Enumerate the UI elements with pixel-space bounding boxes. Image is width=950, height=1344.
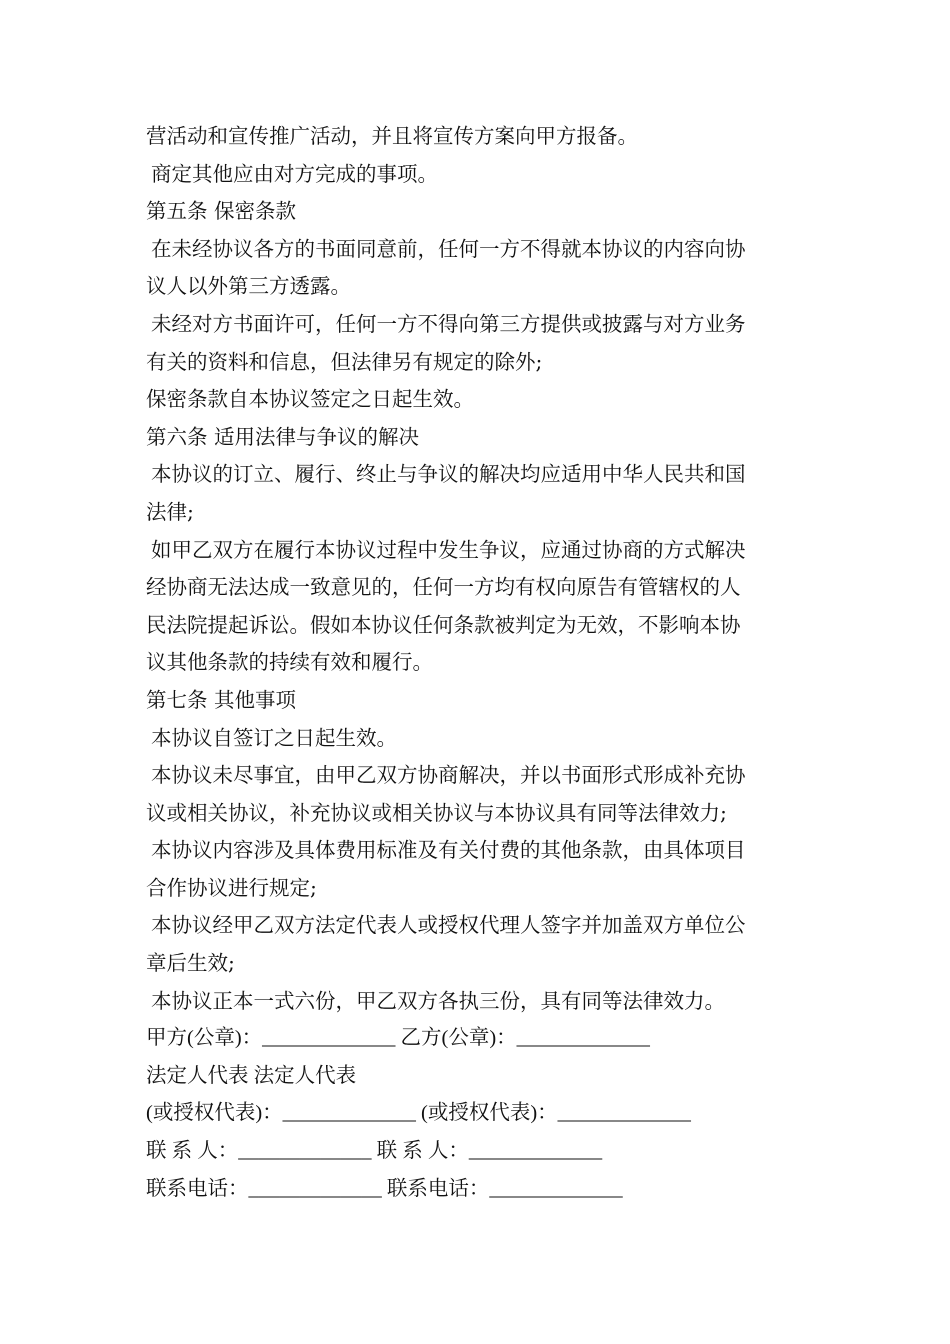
paragraph-line: 本协议的订立、履行、终止与争议的解决均应适用中华人民共和国 (151, 462, 746, 487)
section-heading: 第七条 其他事项 (146, 687, 297, 712)
paragraph-line: 在未经协议各方的书面同意前，任何一方不得就本协议的内容向协 (151, 236, 746, 261)
paragraph-line: 民法院提起诉讼。假如本协议任何条款被判定为无效，不影响本协 (146, 612, 741, 637)
paragraph-line: 经协商无法达成一致意见的，任何一方均有权向原告有管辖权的人 (146, 575, 741, 600)
paragraph-line: 商定其他应由对方完成的事项。 (151, 161, 438, 186)
section-heading: 第六条 适用法律与争议的解决 (146, 424, 420, 449)
paragraph-line: 议其他条款的持续有效和履行。 (146, 650, 433, 675)
paragraph-line: 有关的资料和信息，但法律另有规定的除外; (146, 349, 543, 374)
paragraph-line: 营活动和宣传推广活动，并且将宣传方案向甲方报备。 (146, 124, 638, 148)
paragraph-line: 章后生效; (146, 951, 235, 976)
paragraph-line: 本协议未尽事宜，由甲乙双方协商解决，并以书面形式形成补充协 (151, 763, 746, 788)
signature-block (146, 1020, 816, 1208)
signature-line-contact-phone: 联系电话：_____________ 联系电话：_____________ (146, 1177, 623, 1200)
paragraph-line: 本协议内容涉及具体费用标准及有关付费的其他条款，由具体项目 (151, 838, 746, 863)
paragraph-line: 议人以外第三方透露。 (146, 274, 351, 299)
paragraph-line: 法律; (146, 499, 194, 524)
paragraph-line: 议或相关协议，补充协议或相关协议与本协议具有同等法律效力; (146, 800, 727, 825)
paragraph-line: 合作协议进行规定; (146, 875, 317, 900)
paragraph-line: 如甲乙双方在履行本协议过程中发生争议，应通过协商的方式解决 (151, 537, 746, 562)
signature-line-authorized-representative: (或授权代表)：_____________ (或授权代表)：_____________ (146, 1102, 691, 1125)
paragraph-line: 本协议经甲乙双方法定代表人或授权代理人签字并加盖双方单位公 (151, 913, 746, 938)
paragraph-line: 本协议正本一式六份，甲乙双方各执三份，具有同等法律效力。 (151, 988, 725, 1013)
paragraph-line: 保密条款自本协议签定之日起生效。 (146, 387, 474, 412)
paragraph-line: 未经对方书面许可，任何一方不得向第三方提供或披露与对方业务 (151, 311, 746, 336)
signature-line-seal: 甲方(公章)：_____________ 乙方(公章)：_____________ (146, 1027, 650, 1050)
signature-line-contact-person: 联 系 人：_____________ 联 系 人：_____________ (146, 1140, 603, 1163)
signature-line-legal-representative: 法定人代表 法定人代表 (146, 1064, 357, 1087)
paragraph-line: 本协议自签订之日起生效。 (151, 725, 397, 750)
section-heading: 第五条 保密条款 (146, 199, 297, 224)
document-body (146, 118, 816, 1208)
